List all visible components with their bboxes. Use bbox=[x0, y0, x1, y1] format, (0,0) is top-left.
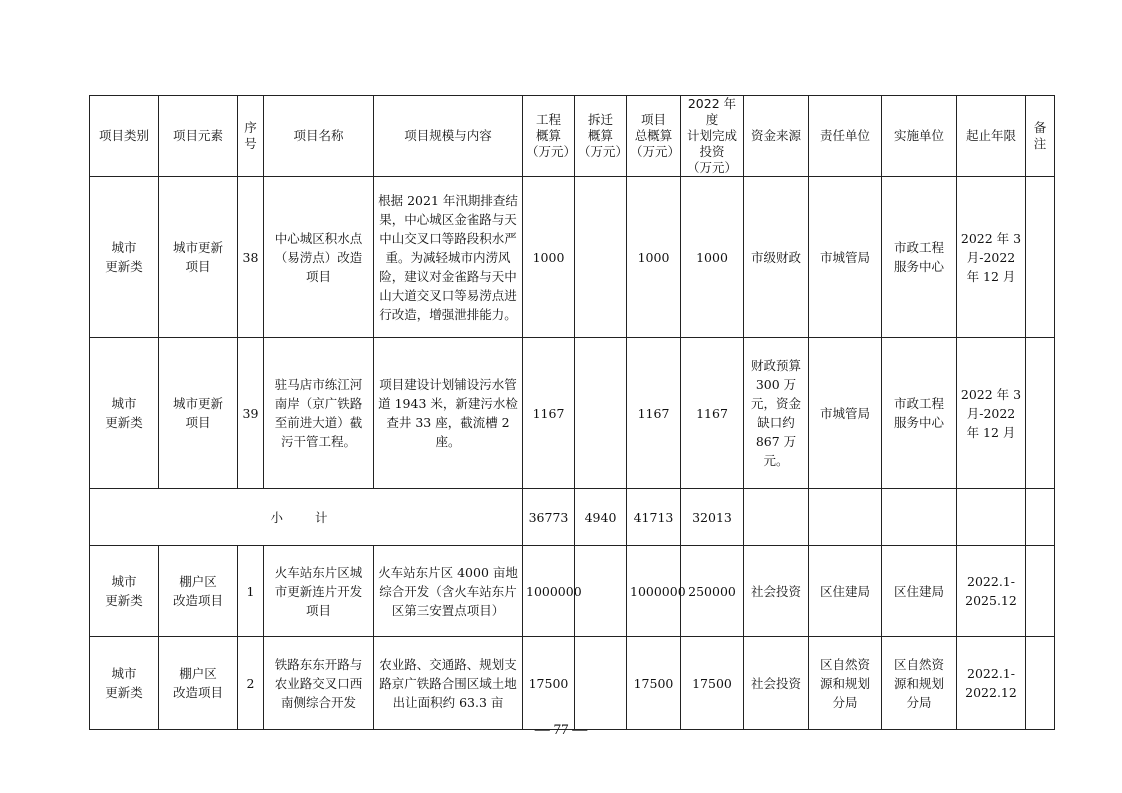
cell-total-budget: 1000000 bbox=[627, 546, 681, 637]
cell-implementing: 市政工程 服务中心 bbox=[882, 338, 957, 489]
header-implementing: 实施单位 bbox=[882, 96, 957, 177]
cell-responsible: 市城管局 bbox=[809, 338, 882, 489]
subtotal-row bbox=[90, 489, 1055, 546]
subtotal-total-budget: 41713 bbox=[627, 489, 681, 546]
header-funding: 资金来源 bbox=[744, 96, 809, 177]
table-row bbox=[90, 546, 1055, 637]
header-name: 项目名称 bbox=[264, 96, 374, 177]
cell-category: 城市 更新类 bbox=[90, 637, 159, 730]
cell-demo-budget bbox=[575, 177, 627, 338]
cell-seq: 38 bbox=[238, 177, 264, 338]
cell-element: 城市更新 项目 bbox=[159, 177, 238, 338]
header-total-budget: 项目 总概算 （万元） bbox=[627, 96, 681, 177]
cell-responsible: 区自然资 源和规划 分局 bbox=[809, 637, 882, 730]
cell-period: 2022 年 3 月-2022 年 12 月 bbox=[957, 177, 1026, 338]
subtotal-eng-budget: 36773 bbox=[523, 489, 575, 546]
cell-implementing: 市政工程 服务中心 bbox=[882, 177, 957, 338]
project-table bbox=[89, 95, 1055, 730]
cell-element: 棚户区 改造项目 bbox=[159, 546, 238, 637]
table-row bbox=[90, 338, 1055, 489]
header-row bbox=[90, 96, 1055, 177]
cell-eng-budget: 1167 bbox=[523, 338, 575, 489]
header-eng-budget: 工程 概算 （万元） bbox=[523, 96, 575, 177]
cell-total-budget: 1000 bbox=[627, 177, 681, 338]
cell-demo-budget bbox=[575, 546, 627, 637]
subtotal-empty bbox=[809, 489, 882, 546]
cell-remarks bbox=[1026, 338, 1055, 489]
cell-eng-budget: 17500 bbox=[523, 637, 575, 730]
subtotal-plan-2022: 32013 bbox=[681, 489, 744, 546]
cell-implementing: 区住建局 bbox=[882, 546, 957, 637]
table-row bbox=[90, 177, 1055, 338]
cell-funding: 财政预算 300 万 元，资金 缺口约 867 万 元。 bbox=[744, 338, 809, 489]
subtotal-demo-budget: 4940 bbox=[575, 489, 627, 546]
header-demo-budget: 拆迁 概算 （万元） bbox=[575, 96, 627, 177]
cell-scope: 农业路、交通路、规划支路京广铁路合围区域土地出让面积约 63.3 亩 bbox=[374, 637, 523, 730]
header-period: 起止年限 bbox=[957, 96, 1026, 177]
cell-scope: 项目建设计划铺设污水管道 1943 米，新建污水检查井 33 座，截流槽 2 座。 bbox=[374, 338, 523, 489]
cell-demo-budget bbox=[575, 637, 627, 730]
cell-total-budget: 1167 bbox=[627, 338, 681, 489]
cell-total-budget: 17500 bbox=[627, 637, 681, 730]
cell-plan-2022: 1000 bbox=[681, 177, 744, 338]
cell-name: 火车站东片区城 市更新连片开发 项目 bbox=[264, 546, 374, 637]
cell-demo-budget bbox=[575, 338, 627, 489]
cell-funding: 市级财政 bbox=[744, 177, 809, 338]
cell-responsible: 区住建局 bbox=[809, 546, 882, 637]
cell-plan-2022: 1167 bbox=[681, 338, 744, 489]
subtotal-label: 小 计 bbox=[90, 489, 523, 546]
header-element: 项目元素 bbox=[159, 96, 238, 177]
cell-name: 驻马店市练江河 南岸（京广铁路 至前进大道）截 污干管工程。 bbox=[264, 338, 374, 489]
subtotal-empty bbox=[744, 489, 809, 546]
header-responsible: 责任单位 bbox=[809, 96, 882, 177]
cell-remarks bbox=[1026, 177, 1055, 338]
cell-plan-2022: 17500 bbox=[681, 637, 744, 730]
cell-period: 2022.1- 2025.12 bbox=[957, 546, 1026, 637]
cell-name: 中心城区积水点 （易涝点）改造 项目 bbox=[264, 177, 374, 338]
subtotal-empty bbox=[1026, 489, 1055, 546]
cell-scope: 根据 2021 年汛期排查结果，中心城区金雀路与天中山交叉口等路段积水严重。为减轻城市内涝风险，建议对金雀路与天中山大道交叉口等易涝点进行改造，增强泄排能力。 bbox=[374, 177, 523, 338]
cell-seq: 39 bbox=[238, 338, 264, 489]
page-number: — 77 — bbox=[534, 722, 588, 738]
table-row bbox=[90, 637, 1055, 730]
cell-seq: 2 bbox=[238, 637, 264, 730]
cell-category: 城市 更新类 bbox=[90, 177, 159, 338]
cell-seq: 1 bbox=[238, 546, 264, 637]
cell-element: 城市更新 项目 bbox=[159, 338, 238, 489]
header-plan-2022: 2022 年度 计划完成 投资 （万元） bbox=[681, 96, 744, 177]
cell-plan-2022: 250000 bbox=[681, 546, 744, 637]
cell-funding: 社会投资 bbox=[744, 637, 809, 730]
cell-funding: 社会投资 bbox=[744, 546, 809, 637]
subtotal-empty bbox=[957, 489, 1026, 546]
header-seq: 序 号 bbox=[238, 96, 264, 177]
header-scope: 项目规模与内容 bbox=[374, 96, 523, 177]
cell-remarks bbox=[1026, 546, 1055, 637]
header-remarks: 备 注 bbox=[1026, 96, 1055, 177]
cell-element: 棚户区 改造项目 bbox=[159, 637, 238, 730]
cell-eng-budget: 1000000 bbox=[523, 546, 575, 637]
subtotal-empty bbox=[882, 489, 957, 546]
cell-implementing: 区自然资 源和规划 分局 bbox=[882, 637, 957, 730]
header-category: 项目类别 bbox=[90, 96, 159, 177]
cell-remarks bbox=[1026, 637, 1055, 730]
cell-category: 城市 更新类 bbox=[90, 546, 159, 637]
cell-period: 2022 年 3 月-2022 年 12 月 bbox=[957, 338, 1026, 489]
cell-scope: 火车站东片区 4000 亩地综合开发（含火车站东片区第三安置点项目） bbox=[374, 546, 523, 637]
cell-responsible: 市城管局 bbox=[809, 177, 882, 338]
cell-category: 城市 更新类 bbox=[90, 338, 159, 489]
cell-eng-budget: 1000 bbox=[523, 177, 575, 338]
cell-period: 2022.1- 2022.12 bbox=[957, 637, 1026, 730]
cell-name: 铁路东东开路与 农业路交叉口西 南侧综合开发 bbox=[264, 637, 374, 730]
